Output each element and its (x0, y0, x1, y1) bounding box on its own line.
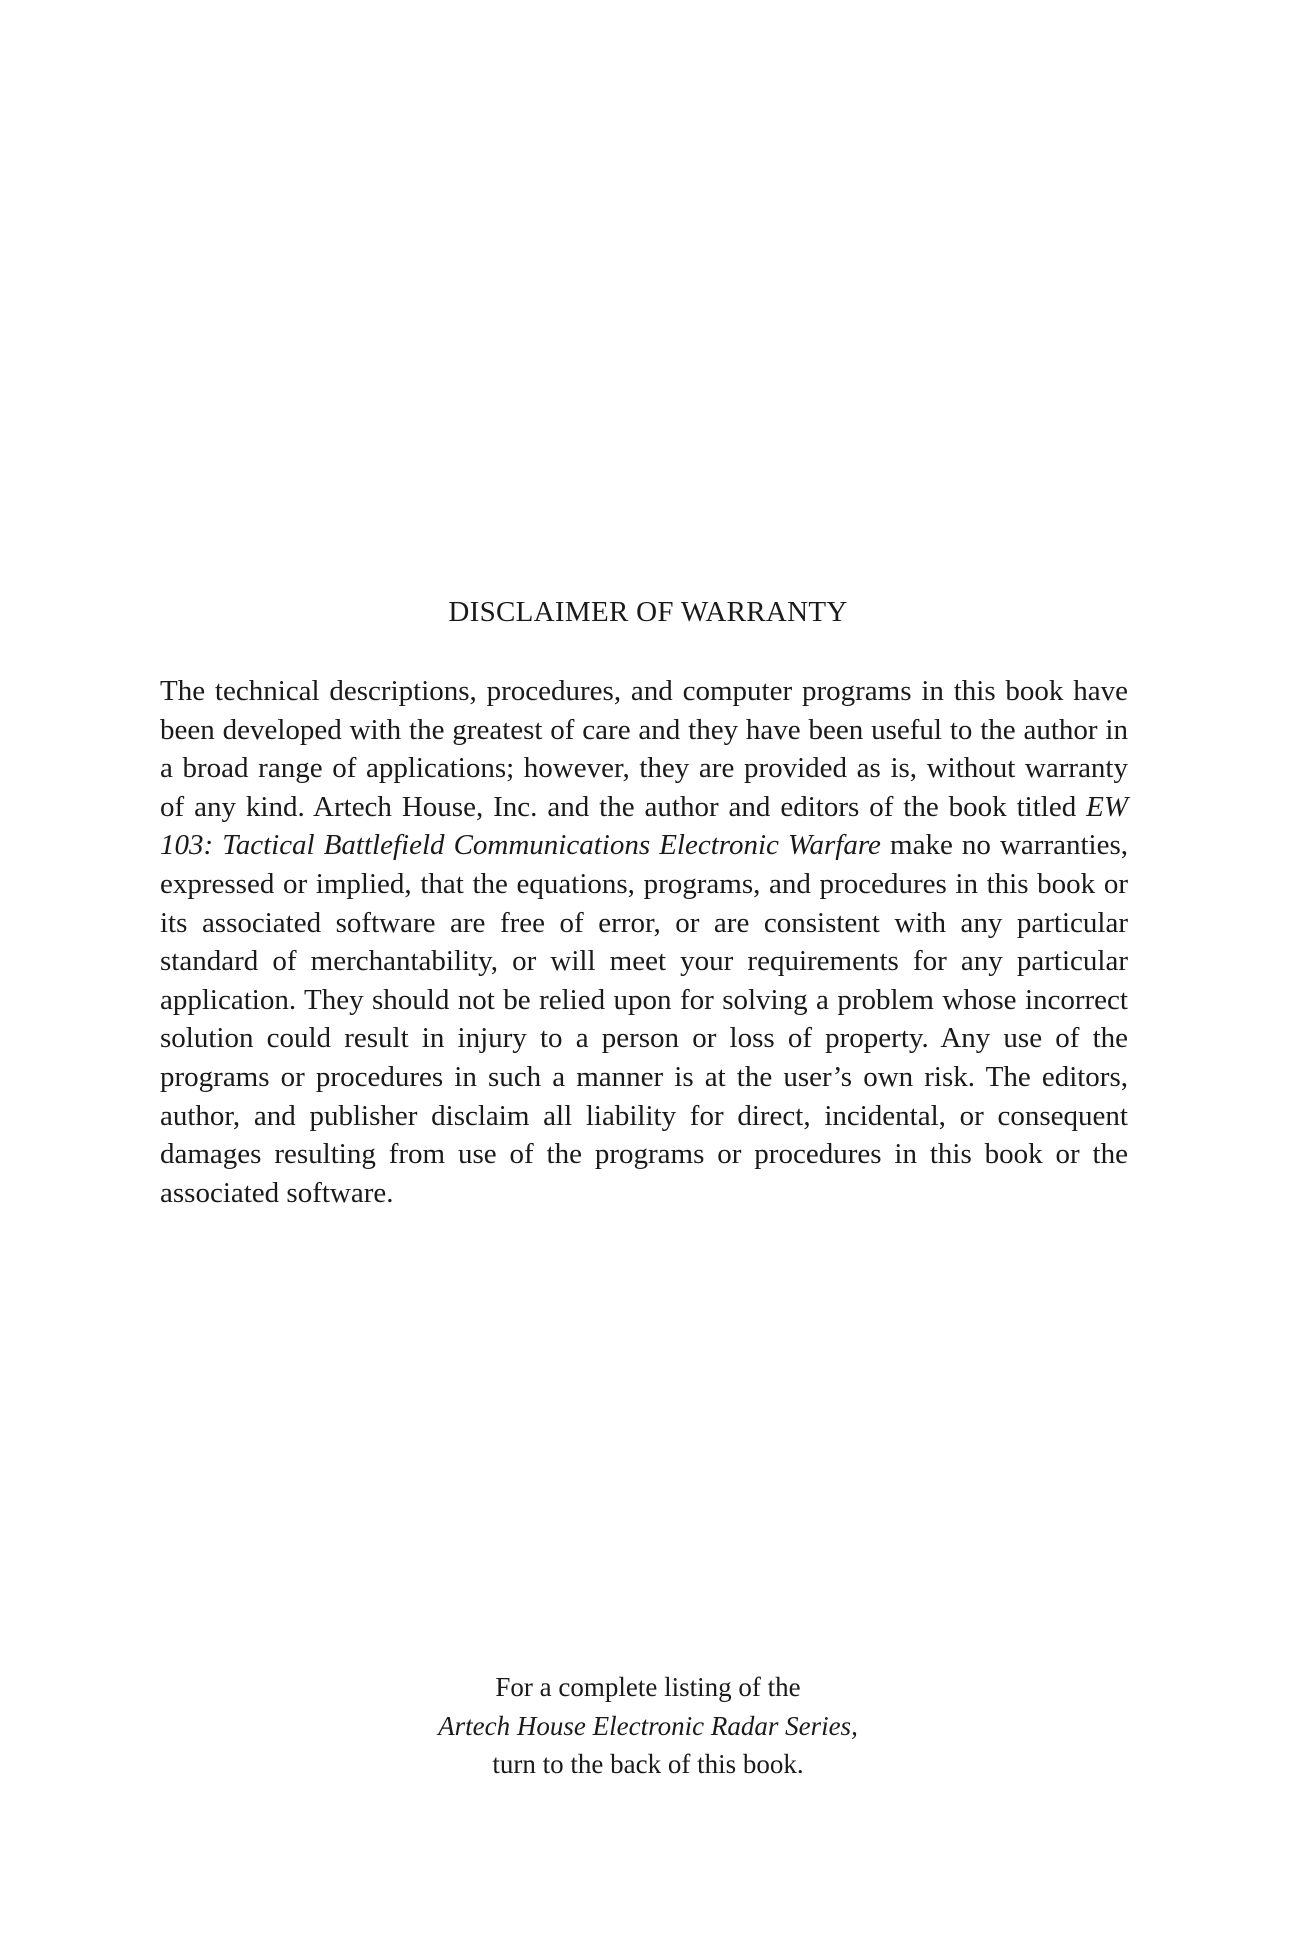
series-note (0, 1668, 1296, 1784)
series-name: Artech House Electronic Radar Series, (438, 1710, 858, 1741)
disclaimer-paragraph (160, 672, 1128, 1212)
page-title: DISCLAIMER OF WARRANTY (448, 596, 848, 628)
book-title: EW 103: Tactical Battlefield Communications Electronic Warfare (160, 790, 1128, 862)
disclaimer-text (160, 672, 1128, 1212)
series-note-line3: turn to the back of this book. (492, 1749, 804, 1779)
disclaimer-text-part2: make no warranties, expressed or implied, that the equations, programs, and procedures in this book or its associated software are free of error, or are consistent with any particular standard of merchantability, or will meet your requirements for any particular application. They should not be relied upon for solving a problem whose incorrect solution could result in injury to a person or loss of property. Any use of the programs or procedures in such a manner is at the user’s own risk. The editors, author, and publisher disclaim all liability for direct, incidental, or consequent damages resulting from use of the programs or procedures in this book or the associated software. (160, 829, 1128, 1209)
disclaimer-text-part1: The technical descriptions, procedures, and computer programs in this book have been developed with the greatest of care and they have been useful to the author in a broad range of applications; however, they are provided as is, without warranty of any kind. Artech House, Inc. and the author and editors of the book titled (160, 675, 1128, 823)
series-note-line1: For a complete listing of the (495, 1672, 801, 1702)
